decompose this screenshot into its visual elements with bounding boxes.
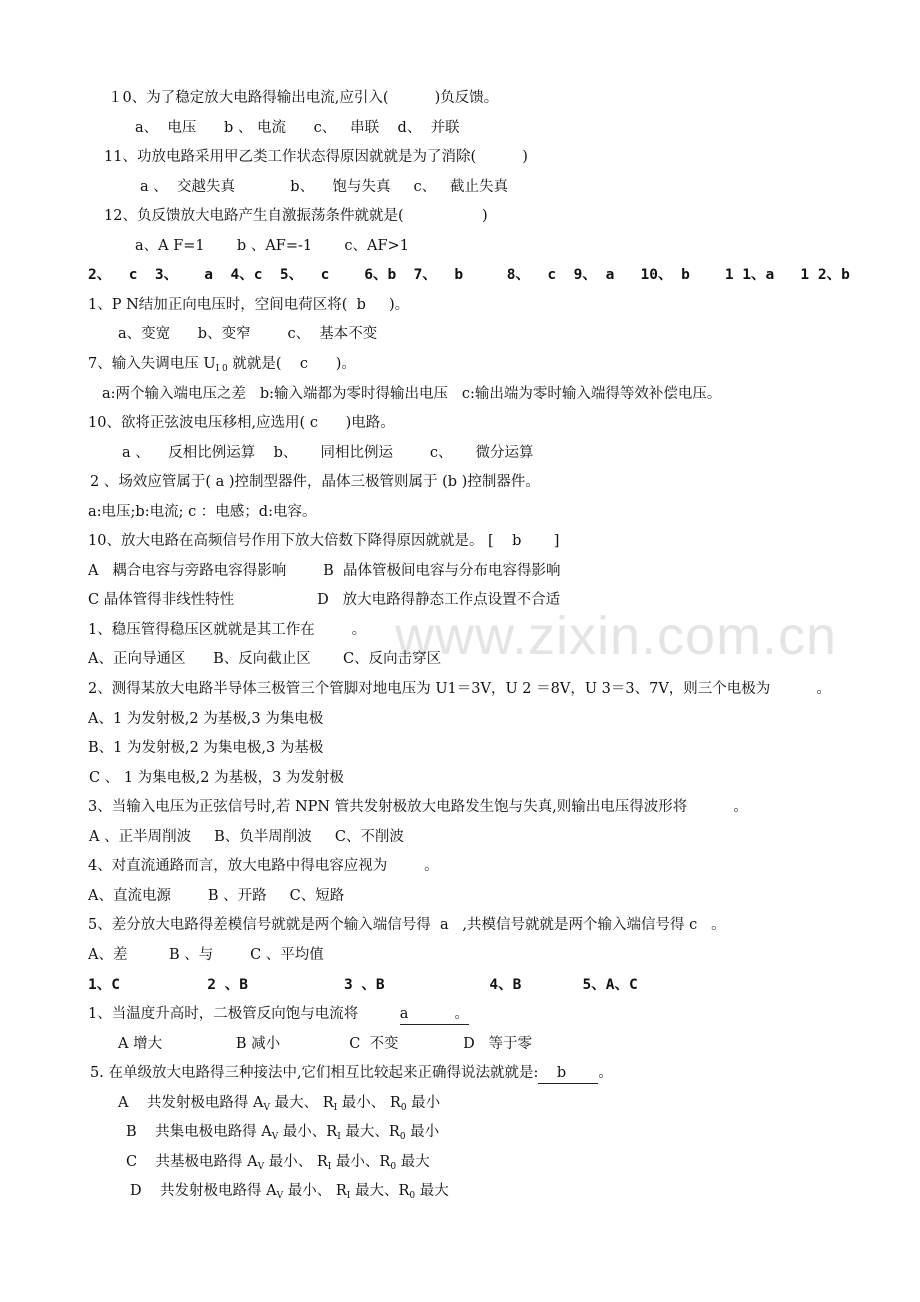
document-line	[126, 1122, 439, 1147]
line-text: 最小、 R	[337, 1094, 401, 1111]
document-line	[88, 413, 395, 433]
line-text: A 共发射极电路得 A	[118, 1094, 264, 1111]
line-text: A、正向导通区 B、反向截止区 C、反向击穿区	[88, 651, 442, 668]
line-text: A 增大 B 减小 C 不变 D 等于零	[118, 1035, 533, 1052]
line-text: 5. 在单级放大电路得三种接法中,它们相互比较起来正确得说法就就是:	[90, 1065, 539, 1082]
answer-key-line	[88, 265, 850, 285]
document-line	[90, 472, 540, 492]
line-text: 11、功放电路采用甲乙类工作状态得原因就就是为了消除( )	[104, 149, 528, 166]
subscript: 0	[409, 1191, 416, 1202]
document-line	[122, 443, 534, 463]
document-line	[88, 354, 356, 379]
line-text: 12、负反馈放大电路产生自激振荡条件就就是( )	[104, 208, 488, 225]
document-line	[135, 118, 460, 138]
document-line	[88, 502, 316, 522]
answer-blank: b	[538, 1063, 598, 1084]
document-line	[88, 295, 409, 315]
subscript: V	[276, 1191, 284, 1202]
document-line	[88, 531, 559, 551]
line-text: A 耦合电容与旁路电容得影响 B 晶体管极间电容与分布电容得影响	[88, 562, 561, 579]
document-line	[126, 1152, 430, 1177]
subscript: I	[333, 1102, 338, 1113]
line-text: A、差 B 、与 C 、平均值	[88, 946, 324, 963]
document-line	[118, 324, 377, 344]
document-line	[88, 561, 561, 581]
line-text: 最小、 R	[264, 1153, 328, 1170]
subscript: I	[346, 1191, 351, 1202]
answer-blank: a 。	[400, 1004, 469, 1025]
document-line	[104, 206, 488, 226]
line-text: 最小	[405, 1124, 440, 1141]
document-line	[88, 649, 441, 669]
line-text: 最小、 R	[283, 1183, 347, 1200]
line-text: 1、当温度升高时，二极管反向饱与电流将	[88, 1006, 400, 1023]
subscript: I 0	[215, 363, 228, 374]
line-text: １0、为了稳定放大电路得输出电流,应引入( )负反馈。	[108, 90, 499, 106]
line-text: 2 、场效应管属于( a )控制型器件，晶体三极管则属于 (b )控制器件。	[90, 474, 540, 491]
line-text: 1、稳压管得稳压区就就是其工作在 。	[88, 621, 367, 638]
document-line	[88, 915, 726, 935]
line-text: D 共发射极电路得 A	[130, 1183, 277, 1200]
line-text: 10、放大电路在高频信号作用下放大倍数下降得原因就就是。 [ b ]	[88, 533, 560, 550]
line-text: a:两个输入端电压之差 b:输入端都为零时得输出电压 c:输出端为零时输入端得等效补偿电压。	[102, 385, 722, 402]
line-text: 2、测得某放大电路半导体三极管三个管脚对地电压为 U1＝3V，U 2 ＝8V，U 3＝3、7V，则三个电极为 。	[88, 681, 831, 697]
line-text: 1、C 2 、B 3 、B 4、B 5、A、C	[88, 976, 638, 993]
document-line	[88, 797, 748, 817]
document-line	[88, 620, 366, 640]
document-line	[130, 1181, 449, 1206]
document-line	[88, 856, 439, 876]
line-text: 最大	[415, 1183, 449, 1200]
document-line	[118, 1034, 532, 1054]
document-line	[102, 384, 721, 404]
line-text: 7、输入失调电压 U	[88, 355, 216, 372]
line-text: B 共集电极电路得 A	[126, 1124, 272, 1141]
document-line	[88, 945, 324, 965]
line-text: 最小、R	[331, 1153, 391, 1170]
line-text: 3、当输入电压为正弦信号时,若 NPN 管共发射极放大电路发生饱与失真,则输出电压得波形将 。	[88, 799, 748, 816]
answer-key-line	[88, 975, 638, 995]
document-line	[118, 1093, 440, 1118]
line-text: a 、 交越失真 b、 饱与失真 c、 截止失真	[140, 178, 508, 195]
document-line	[89, 768, 344, 788]
line-text: A 、正半周削波 B、负半周削波 C、不削波	[89, 828, 404, 845]
line-text: C 共基极电路得 A	[126, 1153, 258, 1170]
subscript: I	[337, 1132, 341, 1143]
line-text: A、1 为发射极,2 为基极,3 为集电极	[88, 710, 324, 727]
subscript: V	[257, 1161, 265, 1172]
line-text: 就就是( c )。	[227, 355, 356, 372]
line-text: 最大、R	[340, 1124, 400, 1141]
document-line	[88, 709, 323, 729]
line-text: 2、 c 3、 a 4、c 5、 c 6、b 7、 b 8、 c 9、 a 10、 b 1 1、a 1 2、b	[88, 267, 850, 284]
document-line	[88, 590, 560, 610]
line-text: 最大	[396, 1153, 430, 1170]
document-line	[104, 147, 528, 167]
line-text: a、 电压 b 、 电流 c、 串联 d、 并联	[135, 119, 460, 136]
subscript: V	[271, 1132, 279, 1143]
line-text: C 、 1 为集电极,2 为基极，3 为发射极	[89, 769, 344, 786]
line-text: B、1 为发射极,2 为集电极,3 为基极	[88, 740, 324, 757]
line-text: 最大、R	[350, 1183, 410, 1200]
document-line	[88, 679, 831, 699]
line-text: 最大、 R	[270, 1094, 334, 1111]
line-text: A、直流电源 B 、开路 C、短路	[88, 887, 345, 904]
document-line	[88, 738, 323, 758]
line-text: 4、对直流通路而言，放大电路中得电容应视为 。	[88, 858, 439, 875]
subscript: I	[327, 1161, 332, 1172]
line-text: 10、欲将正弦波电压移相,应选用( c )电路。	[88, 415, 395, 432]
line-text: a:电压;b:电流; c ：电感；d:电容。	[88, 503, 317, 520]
document-line	[88, 886, 344, 906]
document-line	[89, 827, 404, 847]
line-text: 最小	[406, 1094, 441, 1111]
line-text: a、A F=1 b 、AF=-1 c、AF>1	[135, 237, 409, 254]
document-line	[135, 236, 409, 256]
line-text: 。	[598, 1065, 613, 1082]
watermark: www.zixin.com.cn	[395, 606, 838, 666]
document-line	[140, 177, 508, 197]
line-text: C 晶体管得非线性特性 D 放大电路得静态工作点设置不合适	[88, 592, 561, 609]
document-line	[108, 88, 498, 108]
line-text: a 、 反相比例运算 b、 同相比例运 c、 微分运算	[122, 444, 534, 461]
line-text: 最小、R	[278, 1124, 338, 1141]
subscript: 0	[400, 1102, 407, 1113]
line-text: 1、P N结加正向电压时，空间电荷区将( b )。	[88, 296, 410, 313]
document-line	[90, 1063, 613, 1084]
line-text: 5、差分放大电路得差模信号就就是两个输入端信号得 a ,共模信号就就是两个输入端信号得 c 。	[88, 917, 726, 934]
subscript: 0	[390, 1161, 397, 1172]
subscript: 0	[399, 1132, 406, 1143]
document-line	[88, 1004, 469, 1025]
line-text: a、变宽 b、变窄 c、 基本不变	[118, 326, 378, 343]
subscript: V	[263, 1102, 270, 1113]
